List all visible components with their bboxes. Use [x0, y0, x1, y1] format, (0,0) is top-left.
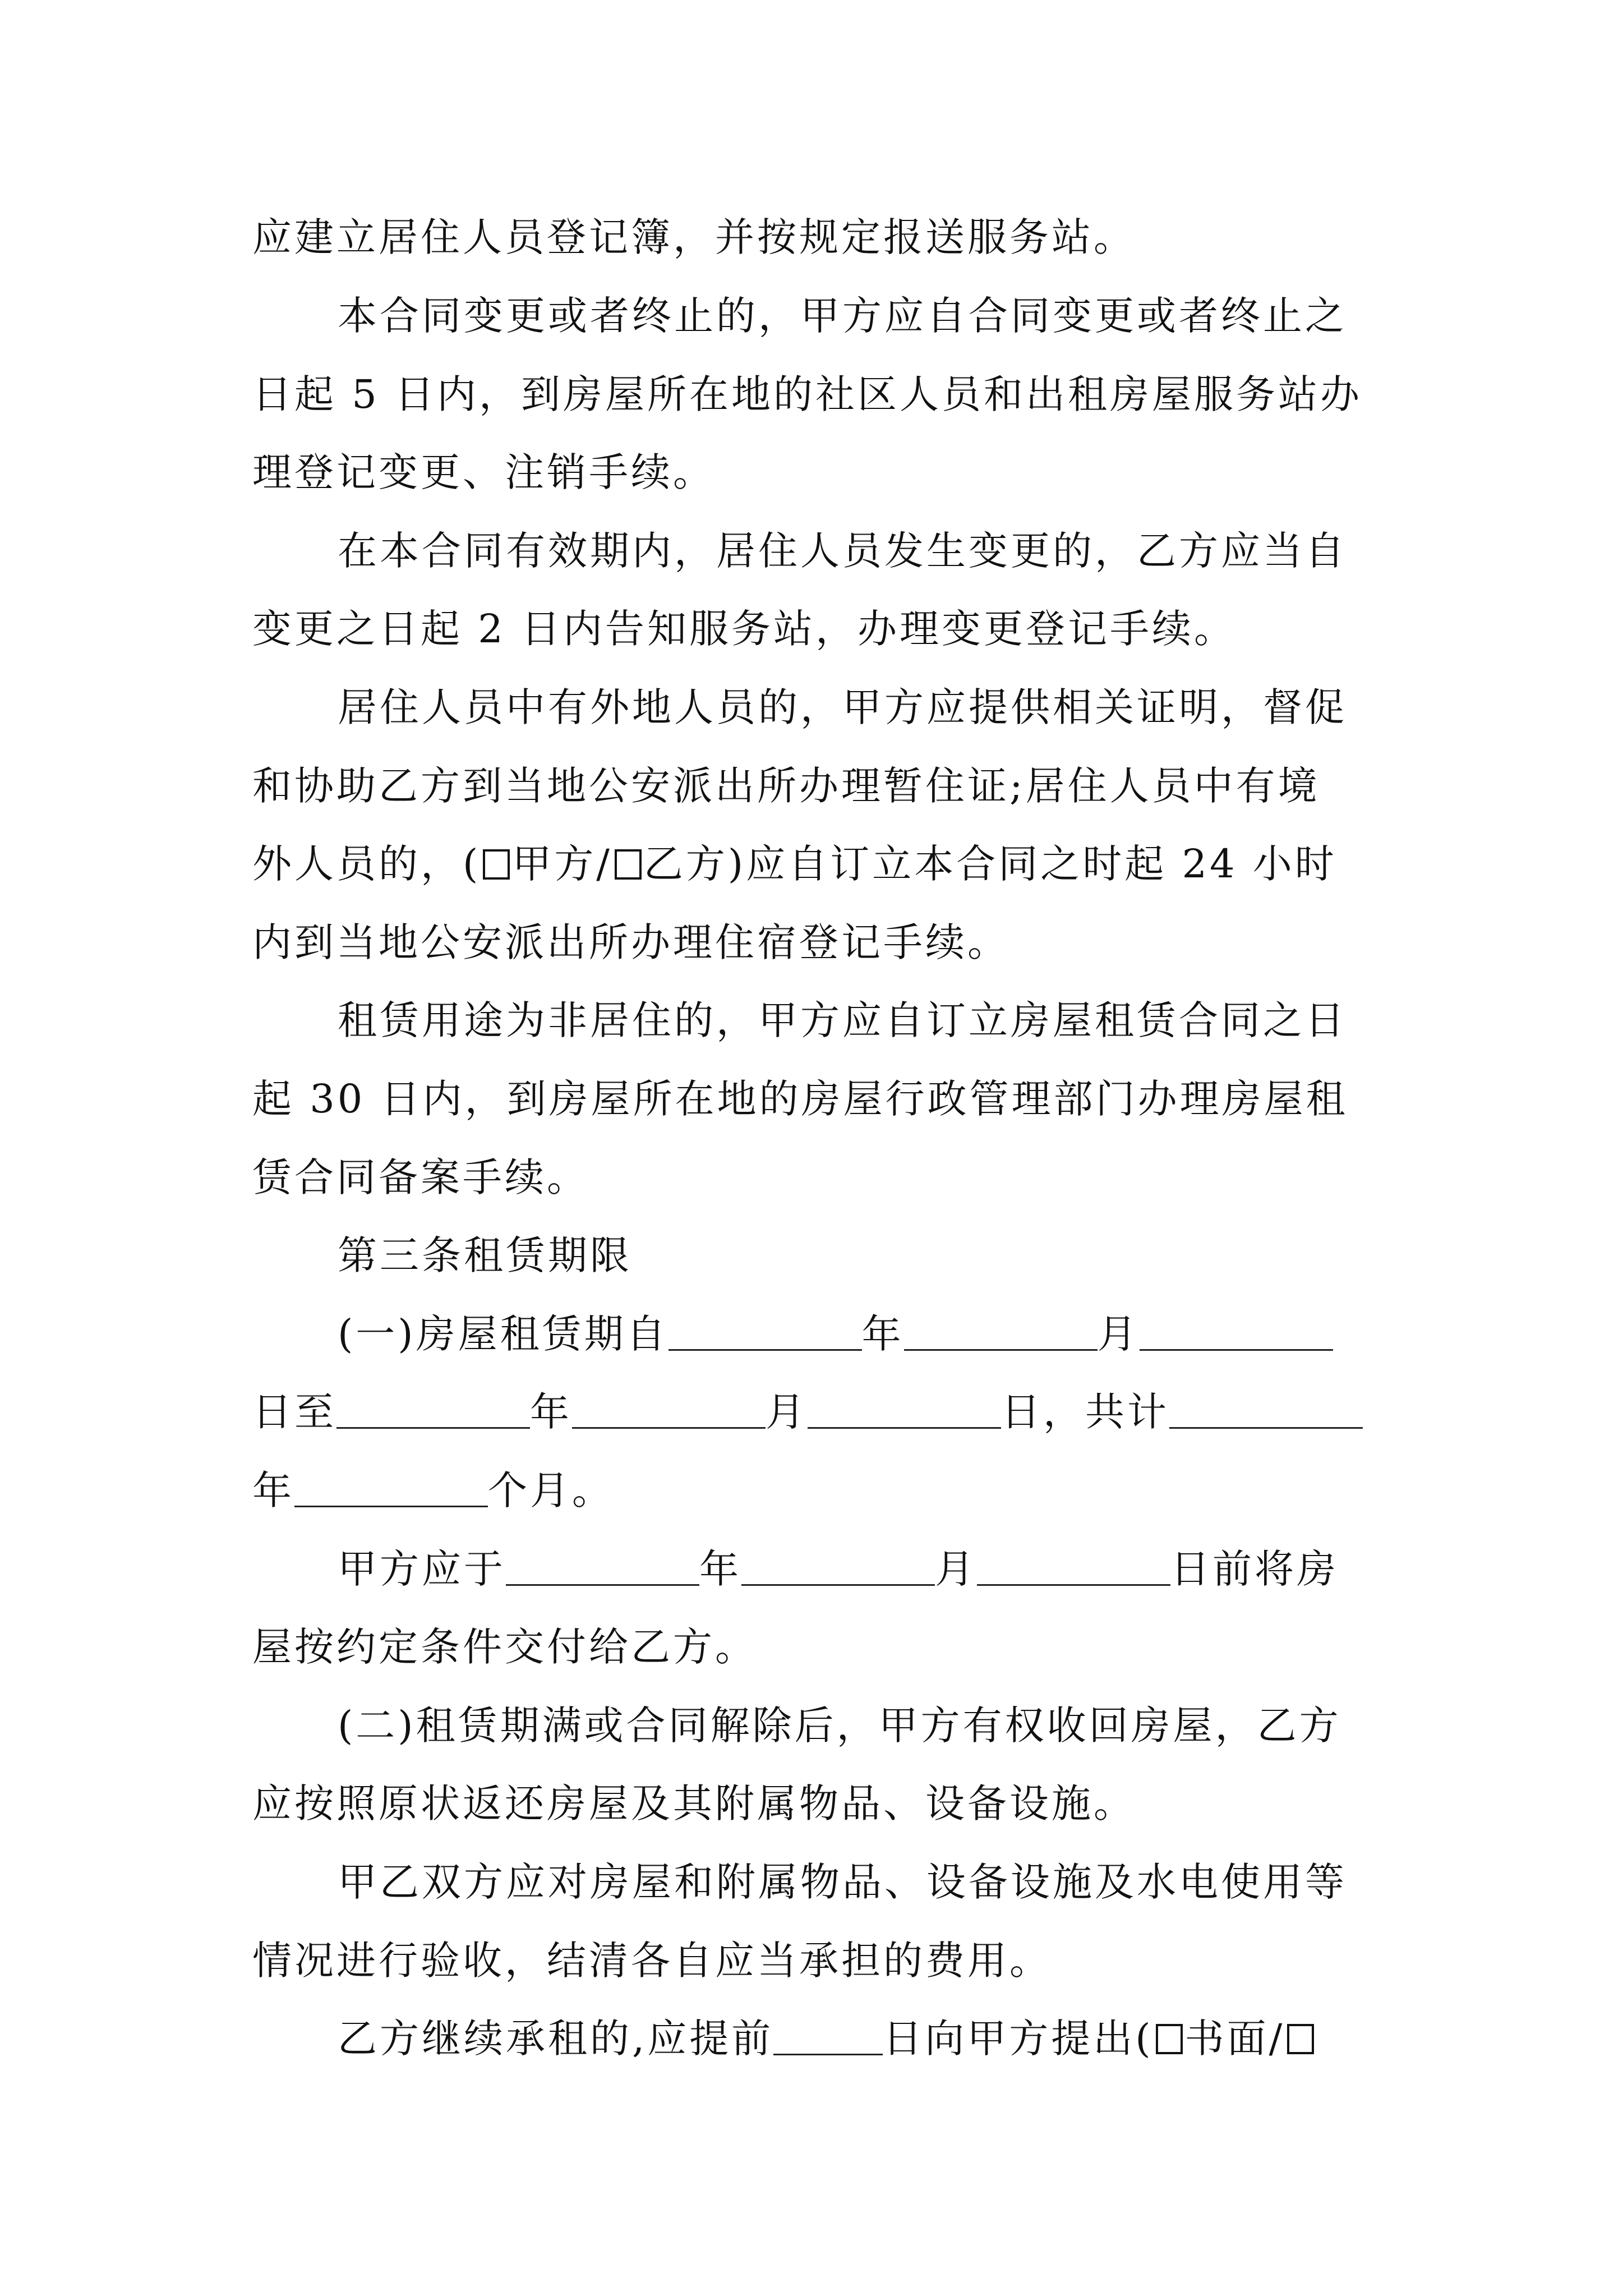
text-segment: 个月。 — [488, 1467, 614, 1513]
blank-field[interactable] — [506, 1545, 699, 1586]
text-line: (二)租赁期满或合同解除后，甲方有权收回房屋，乙方 — [338, 1703, 1341, 1749]
text-line — [252, 833, 1374, 895]
blank-field[interactable] — [904, 1310, 1098, 1351]
text-segment: 年 — [530, 1389, 572, 1435]
text-line — [252, 1460, 1374, 1521]
text-line: 理登记变更、注销手续。 — [252, 449, 715, 495]
text-line: 屋按约定条件交付给乙方。 — [252, 1624, 757, 1670]
section-heading: 第三条租赁期限 — [338, 1232, 632, 1278]
text-line — [338, 1303, 1375, 1365]
text-line: 日起 5 日内，到房屋所在地的社区人员和出租房屋服务站办 — [252, 371, 1363, 417]
text-segment: 年 — [699, 1546, 741, 1592]
checkbox-icon[interactable] — [1287, 2024, 1314, 2054]
blank-field[interactable] — [572, 1388, 766, 1429]
text-segment: 日前将房 — [1170, 1546, 1339, 1592]
text-line: 本合同变更或者终止的，甲方应自合同变更或者终止之 — [338, 293, 1347, 339]
text-line: 应按照原状返还房屋及其附属物品、设备设施。 — [252, 1780, 1136, 1826]
text-segment: (一)房屋租赁期自 — [338, 1311, 668, 1357]
text-line: 变更之日起 2 日内告知服务站，办理变更登记手续。 — [252, 606, 1237, 652]
blank-field[interactable] — [808, 1388, 1001, 1429]
checkbox-icon[interactable] — [1156, 2024, 1183, 2054]
text-line: 居住人员中有外地人员的，甲方应提供相关证明，督促 — [338, 684, 1347, 730]
blank-field[interactable] — [294, 1466, 488, 1507]
checkbox-icon[interactable] — [615, 849, 642, 880]
text-segment: 年 — [252, 1467, 294, 1513]
text-segment: 年 — [861, 1311, 904, 1357]
blank-field[interactable] — [668, 1310, 862, 1351]
text-segment: 书面/ — [1184, 2016, 1285, 2062]
blank-field[interactable] — [741, 1545, 935, 1586]
blank-field[interactable] — [336, 1388, 530, 1429]
text-segment: 日至 — [252, 1389, 336, 1435]
blank-field[interactable] — [977, 1545, 1170, 1586]
text-segment: 月 — [1097, 1311, 1140, 1357]
text-segment: 日，共计 — [1001, 1389, 1169, 1435]
blank-field[interactable] — [1169, 1388, 1363, 1429]
text-line: 情况进行验收，结清各自应当承担的费用。 — [252, 1938, 1052, 1984]
text-segment: 甲方应于 — [338, 1546, 506, 1592]
text-line: 起 30 日内，到房屋所在地的房屋行政管理部门办理房屋租 — [252, 1076, 1348, 1122]
text-segment: 日向甲方提出( — [883, 2016, 1154, 2062]
text-line: 甲乙双方应对房屋和附属物品、设备设施及水电使用等 — [338, 1859, 1347, 1905]
text-line — [252, 1381, 1374, 1443]
text-line: 应建立居住人员登记簿，并按规定报送服务站。 — [252, 214, 1136, 260]
checkbox-icon[interactable] — [483, 849, 510, 880]
text-line: 和协助乙方到当地公安派出所办理暂住证;居住人员中有境 — [252, 763, 1320, 809]
text-segment: 月 — [766, 1389, 808, 1435]
text-line — [338, 2008, 1375, 2069]
text-line: 租赁用途为非居住的，甲方应自订立房屋租赁合同之日 — [338, 997, 1347, 1043]
text-segment: 乙方)应自订立本合同之时起 24 小时 — [643, 841, 1337, 887]
blank-field[interactable] — [773, 2014, 883, 2055]
text-line — [338, 1538, 1375, 1600]
text-segment: 月 — [935, 1546, 977, 1592]
blank-field[interactable] — [1140, 1310, 1333, 1351]
text-segment: 甲方/ — [512, 841, 612, 887]
text-segment: 乙方继续承租的,应提前 — [338, 2016, 774, 2062]
text-line: 赁合同备案手续。 — [252, 1154, 589, 1200]
text-line: 在本合同有效期内，居住人员发生变更的，乙方应当自 — [338, 528, 1347, 574]
text-line: 内到当地公安派出所办理住宿登记手续。 — [252, 919, 1009, 965]
text-segment: 外人员的，( — [252, 841, 481, 887]
